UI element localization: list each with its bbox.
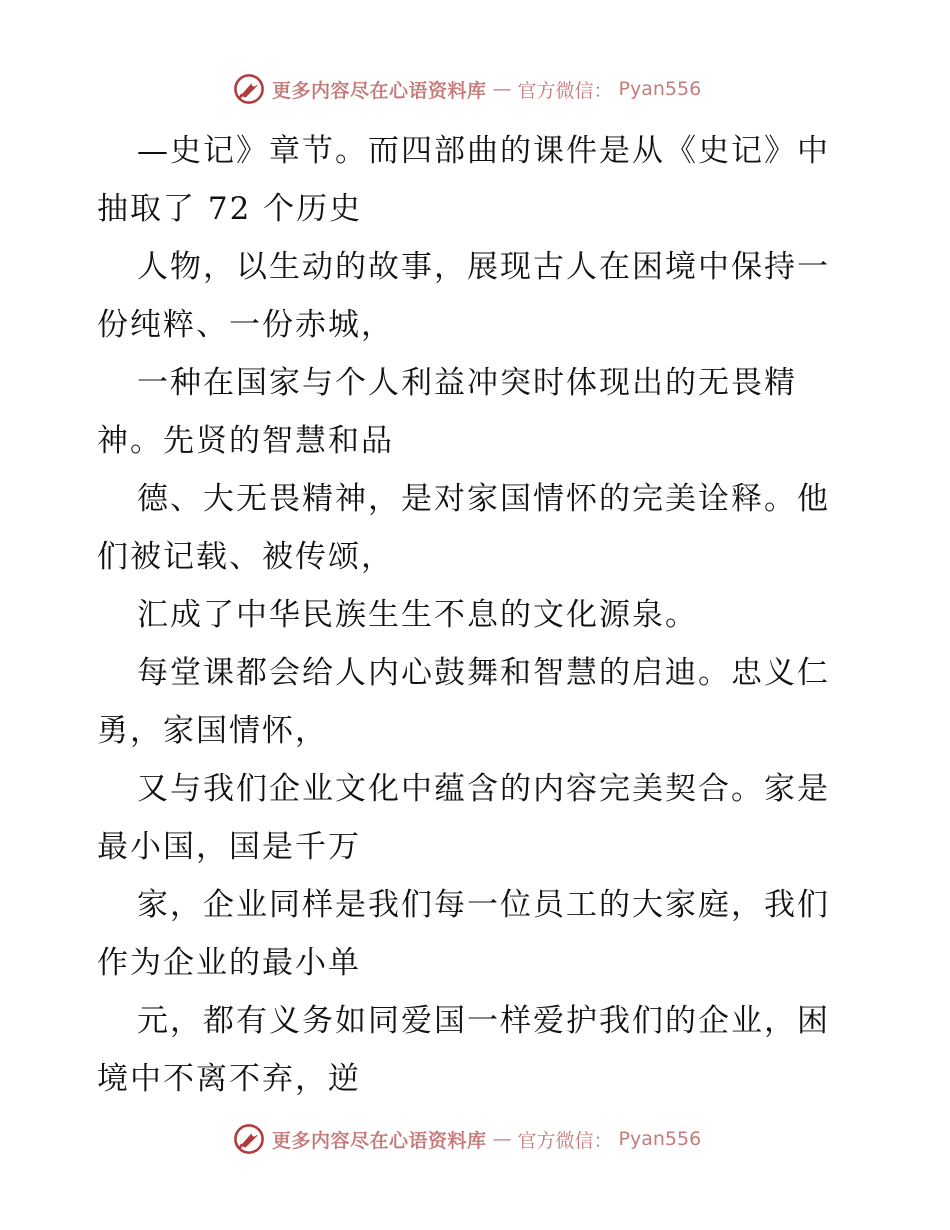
- body-line: 们被记载、被传颂，: [97, 539, 394, 575]
- watermark-label: 官方微信：: [517, 1129, 613, 1152]
- body-line: 抽取了 72 个历史: [97, 191, 363, 227]
- body-line: 神。先贤的智慧和品: [97, 423, 394, 459]
- watermark-wechat-id: Pyan556: [618, 78, 702, 100]
- body-line: 一种在国家与个人利益冲突时体现出的无畏精: [137, 365, 797, 401]
- pen-nib-logo-icon: [232, 72, 266, 106]
- body-line: 汇成了中华民族生生不息的文化源泉。: [137, 597, 698, 633]
- body-line: 份纯粹、一份赤城，: [97, 307, 394, 343]
- body-line: 最小国，国是千万: [97, 829, 361, 865]
- watermark-brand: 更多内容尽在心语资料库: [272, 1129, 487, 1152]
- body-line: 德、大无畏精神，是对家国情怀的完美诠释。他: [137, 481, 830, 517]
- pen-nib-logo-icon: [232, 1122, 266, 1156]
- body-line: 家，企业同样是我们每一位员工的大家庭，我们: [137, 887, 830, 923]
- watermark-separator: —: [492, 1128, 512, 1150]
- body-line: 人物，以生动的故事，展现古人在困境中保持一: [137, 249, 830, 285]
- watermark-brand: 更多内容尽在心语资料库: [272, 79, 487, 102]
- document-body: [97, 122, 867, 1108]
- body-line: 勇，家国情怀，: [97, 713, 328, 749]
- body-line: 又与我们企业文化中蕴含的内容完美契合。家是: [137, 771, 830, 807]
- body-line: —史记》章节。而四部曲的课件是从《史记》中: [137, 133, 830, 169]
- watermark-separator: —: [492, 78, 512, 100]
- watermark-wechat-id: Pyan556: [618, 1128, 702, 1150]
- body-line: 作为企业的最小单: [97, 945, 361, 981]
- watermark-label: 官方微信：: [517, 79, 613, 102]
- header-watermark: [232, 72, 701, 106]
- body-line: 元，都有义务如同爱国一样爱护我们的企业，困: [137, 1003, 830, 1039]
- footer-watermark: [232, 1122, 701, 1156]
- body-line: 境中不离不弃，逆: [97, 1061, 361, 1097]
- body-line: 每堂课都会给人内心鼓舞和智慧的启迪。忠义仁: [137, 655, 830, 691]
